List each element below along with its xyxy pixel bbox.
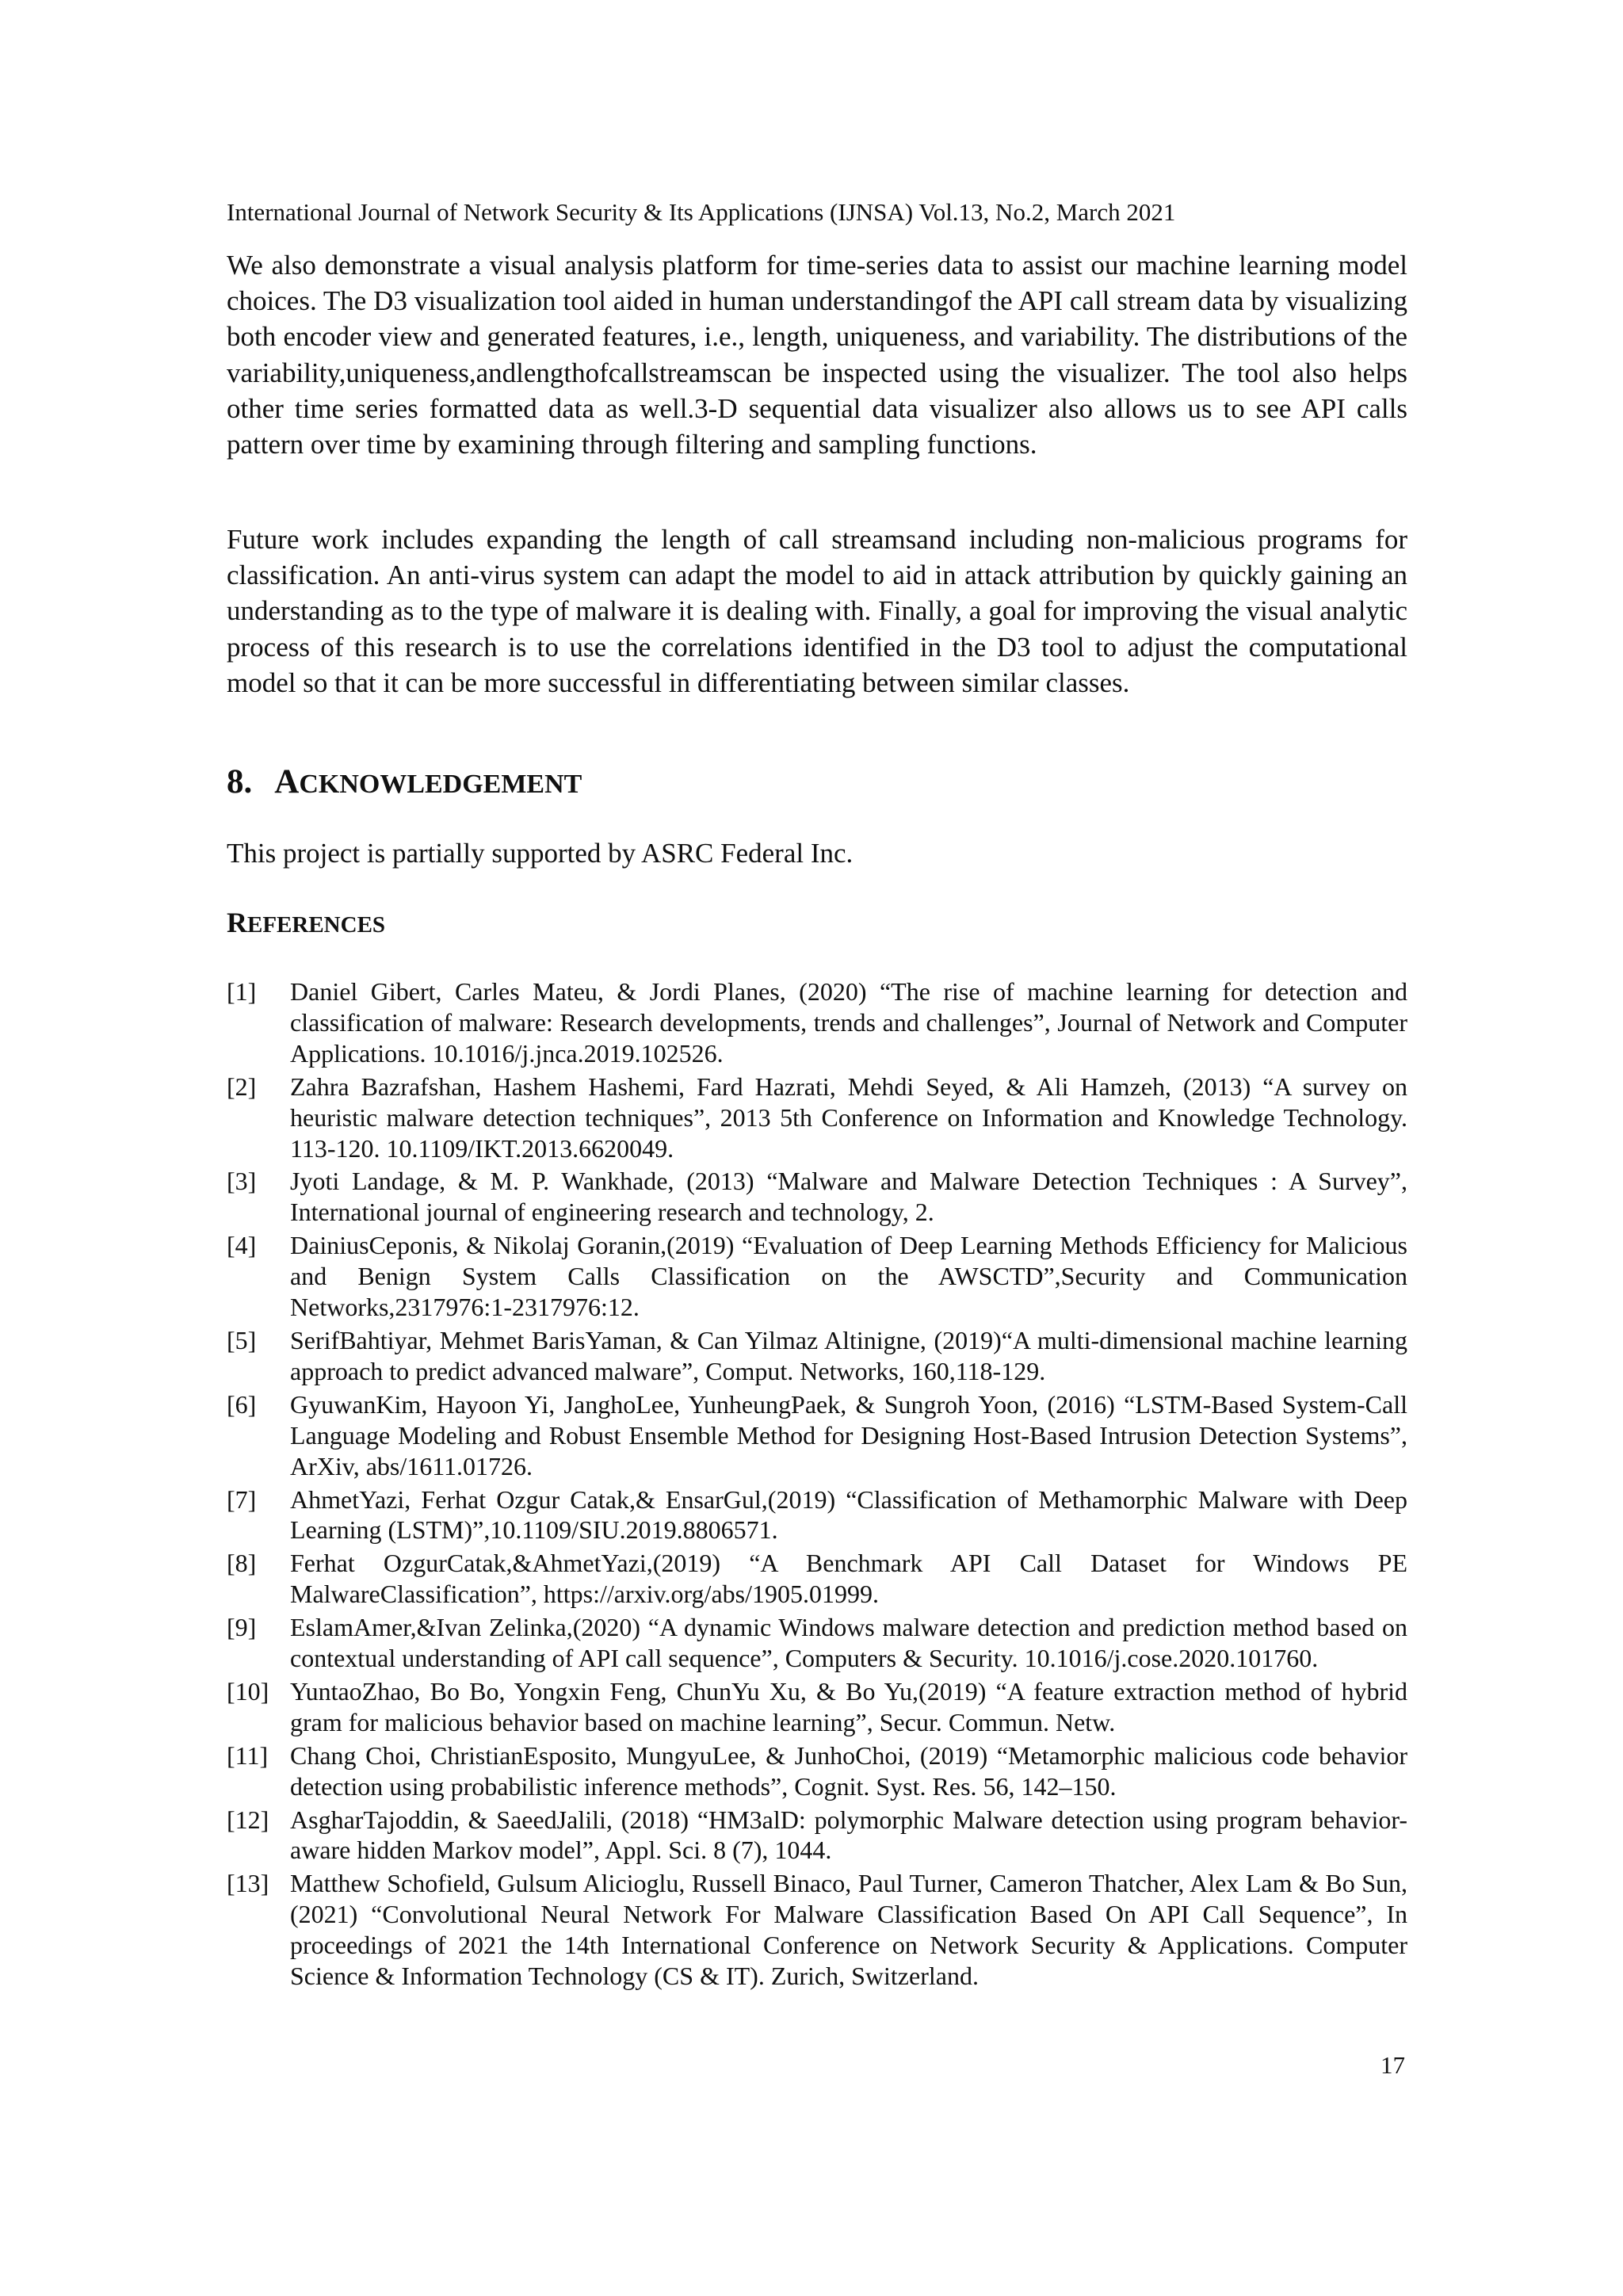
- reference-text: SerifBahtiyar, Mehmet BarisYaman, & Can Yilmaz Altinigne, (2019)“A multi-dimensional machine learning approach to predict advanced malware”, Comput. Networks, 160,118-129.: [290, 1325, 1407, 1385]
- reference-item: [227, 1325, 1407, 1387]
- reference-item: [227, 1612, 1407, 1674]
- reference-text: EslamAmer,&Ivan Zelinka,(2020) “A dynamic Windows malware detection and prediction method based on contextual understanding of API call sequence”, Computers & Security. 10.1016/j.cose.2020.101760.: [290, 1613, 1407, 1673]
- reference-item: [227, 1805, 1407, 1866]
- reference-text: YuntaoZhao, Bo Bo, Yongxin Feng, ChunYu Xu, & Bo Yu,(2019) “A feature extraction method of hybrid gram for malicious behavior based on machine learning”, Secur. Commun. Netw.: [290, 1676, 1407, 1736]
- reference-text: Jyoti Landage, & M. P. Wankhade, (2013) “Malware and Malware Detection Techniques : A Survey”, International journal of engineering research and technology, 2.: [290, 1167, 1407, 1227]
- section-title-initial: A: [274, 763, 300, 800]
- reference-item: [227, 1389, 1407, 1482]
- reference-text: Daniel Gibert, Carles Mateu, & Jordi Planes, (2020) “The rise of machine learning for detection and classification of malware: Research developments, trends and challenges”, Journal of Network and Computer Applications. 10.1016/j.jnca.2019.102526.: [290, 977, 1407, 1068]
- running-header: International Journal of Network Security & Its Applications (IJNSA) Vol.13, No.2, March 2021: [227, 198, 1176, 226]
- reference-text: Zahra Bazrafshan, Hashem Hashemi, Fard Hazrati, Mehdi Seyed, & Ali Hamzeh, (2013) “A survey on heuristic malware detection techniques”, 2013 5th Conference on Information and Knowledge Technology. 113-120. 10.1109/IKT.2013.6620049.: [290, 1072, 1407, 1163]
- reference-label: [4]: [227, 1231, 257, 1260]
- references-heading: [227, 906, 385, 939]
- body-paragraph-2: Future work includes expanding the length of call streamsand including non-malicious programs for classification. An anti-virus system can adapt the model to aid in attack attribution by quickly gaining an understanding as to the type of malware it is dealing with. Finally, a goal for improving the visual analytic process of this research is to use the correlations identified in the D3 tool to adjust the computational model so that it can be more successful in differentiating between similar classes.: [227, 524, 1407, 698]
- reference-item: [227, 1548, 1407, 1610]
- page-number: 17: [1381, 2051, 1405, 2079]
- references-heading-initial: R: [227, 907, 247, 938]
- acknowledgement-heading: [227, 762, 582, 801]
- reference-item: [227, 1166, 1407, 1228]
- section-title-rest: CKNOWLEDGEMENT: [299, 770, 582, 799]
- reference-label: [6]: [227, 1389, 257, 1419]
- body-paragraph-1: We also demonstrate a visual analysis platform for time-series data to assist our machine learning model choices. The D3 visualization tool aided in human understandingof the API call stream data by visualizing both encoder view and generated features, i.e., length, uniqueness, and variability. The distributions of the variability,uniqueness,andlengthofcallstreamscan be inspected using the visualizer. The tool also helps other time series formatted data as well.3-D sequential data visualizer also allows us to see API calls pattern over time by examining through filtering and sampling functions.: [227, 250, 1407, 460]
- acknowledgement-text: This project is partially supported by ASRC Federal Inc.: [227, 838, 854, 869]
- section-number: 8.: [227, 763, 253, 800]
- reference-label: [1]: [227, 977, 257, 1006]
- reference-item: [227, 976, 1407, 1069]
- reference-label: [3]: [227, 1167, 257, 1196]
- reference-label: [8]: [227, 1549, 257, 1578]
- reference-text: Chang Choi, ChristianEsposito, MungyuLee, & JunhoChoi, (2019) “Metamorphic malicious code behavior detection using probabilistic inference methods”, Cognit. Syst. Res. 56, 142–150.: [290, 1740, 1407, 1801]
- reference-text: DainiusCeponis, & Nikolaj Goranin,(2019) “Evaluation of Deep Learning Methods Efficiency for Malicious and Benign System Calls Classification on the AWSCTD”,Security and Communication Networks,2317976:1-2317976:12.: [290, 1231, 1407, 1322]
- reference-item: [227, 1868, 1407, 1992]
- reference-text: GyuwanKim, Hayoon Yi, JanghoLee, YunheungPaek, & Sungroh Yoon, (2016) “LSTM-Based System-Call Language Modeling and Robust Ensemble Method for Designing Host-Based Intrusion Detection Systems”, ArXiv, abs/1611.01726.: [290, 1389, 1407, 1480]
- reference-item: [227, 1676, 1407, 1738]
- reference-item: [227, 1072, 1407, 1164]
- reference-text: AsgharTajoddin, & SaeedJalili, (2018) “HM3alD: polymorphic Malware detection using program behavior-aware hidden Markov model”, Appl. Sci. 8 (7), 1044.: [290, 1805, 1407, 1865]
- reference-text: AhmetYazi, Ferhat Ozgur Catak,& EnsarGul,(2019) “Classification of Methamorphic Malware with Deep Learning (LSTM)”,10.1109/SIU.2019.8806571.: [290, 1484, 1407, 1545]
- reference-label: [13]: [227, 1869, 269, 1898]
- reference-item: [227, 1484, 1407, 1546]
- reference-item: [227, 1740, 1407, 1802]
- reference-label: [10]: [227, 1676, 269, 1706]
- reference-text: Matthew Schofield, Gulsum Alicioglu, Russell Binaco, Paul Turner, Cameron Thatcher, Alex Lam & Bo Sun, (2021) “Convolutional Neural Network For Malware Classification Based On API Call Sequence”, In proceedings of 2021 the 14th International Conference on Network Security & Applications. Computer Science & Information Technology (CS & IT). Zurich, Switzerland.: [290, 1869, 1407, 1991]
- reference-item: [227, 1230, 1407, 1323]
- reference-label: [5]: [227, 1325, 257, 1354]
- reference-label: [11]: [227, 1740, 269, 1770]
- reference-label: [9]: [227, 1613, 257, 1642]
- references-heading-rest: EFERENCES: [247, 912, 386, 938]
- reference-label: [7]: [227, 1484, 257, 1514]
- reference-label: [2]: [227, 1072, 257, 1101]
- reference-list: [227, 976, 1407, 1994]
- reference-label: [12]: [227, 1805, 269, 1834]
- reference-text: Ferhat OzgurCatak,&AhmetYazi,(2019) “A Benchmark API Call Dataset for Windows PE MalwareClassification”, https://arxiv.org/abs/1905.01999.: [290, 1549, 1407, 1609]
